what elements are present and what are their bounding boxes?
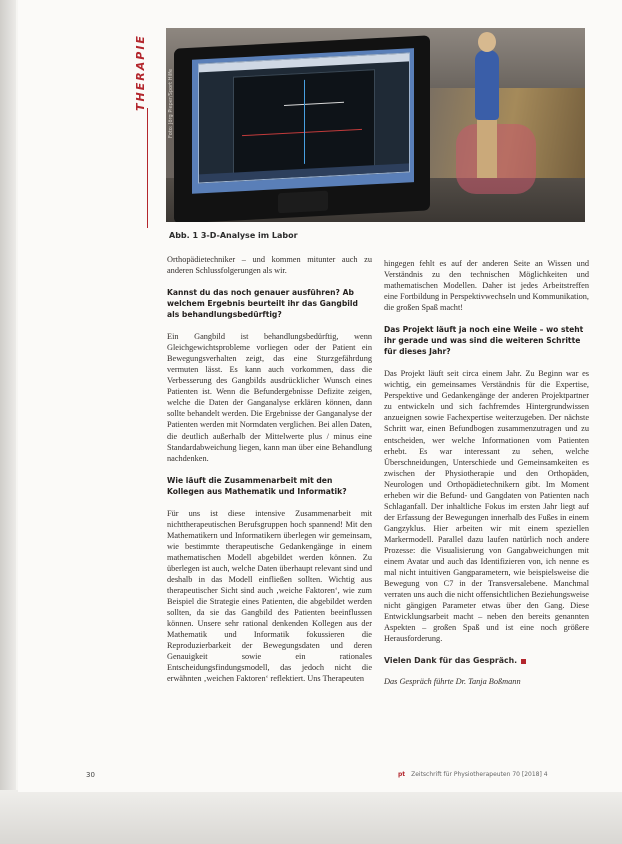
closing-thanks (384, 655, 589, 666)
left-intro-paragraph: Orthopädietechniker – und kommen mitunter auch zu anderen Schlussfolgerungen als wir. (167, 255, 372, 276)
photo-person-body (475, 50, 499, 120)
article-photo (166, 28, 585, 222)
photo-person-legs (477, 118, 497, 178)
monitor-stand (278, 191, 328, 214)
left-column (167, 254, 372, 695)
plot-blue-line (304, 80, 305, 164)
answer-2: Für uns ist diese intensive Zusammenarbeit mit nichttherapeutischen Berufsgruppen hoch spannend! Mit den Mathematikern und Informatikern überlegen wir gemeinsam, wie bestimmte therapeutische Gedankengänge in einem mathematischen Modell abgebildet werden können. Zu überlegen ist auch, welche Daten überhaupt relevant sind und deshalb in das Modell einfließen sollten. Wichtig aus therapeutischer Sicht sind auch ‚weiche Faktoren‘, wie zum Beispiel die Strategie eines Patienten, die abgebildet werden sollten, da sie das Gangbild des Patienten beeinflussen können. Unsere sehr rational denkenden Kollegen aus der Mathematik und Informatik fokussieren die Reproduzierbarkeit der Bewegungsdaten und deren Genauigkeit sowie ein rationales Entscheidungsfindungsmodell, das jedoch nicht die erwähnten ‚weichen Faktoren‘ reflektiert. Uns Therapeuten (167, 508, 372, 684)
right-column (384, 258, 589, 699)
end-mark-icon (521, 659, 526, 664)
question-2: Wie läuft die Zusammenarbeit mit den Kollegen aus Mathematik und Informatik? (167, 475, 347, 496)
photo-credit: Foto: Jörg Pieper/Sport Hilfe (168, 68, 174, 138)
section-label (133, 28, 154, 118)
scan-bottom-margin (0, 790, 622, 844)
publication-name: Zeitschrift für Physiotherapeuten (411, 771, 511, 778)
section-rule (147, 108, 148, 228)
photo-monitor (174, 35, 430, 222)
window-title-bar (199, 53, 409, 72)
monitor-screen (192, 48, 414, 194)
answer-1: Ein Gangbild ist behandlungsbedürftig, wenn Gleichgewichtsprobleme vorliegen oder der Patient ein Bewegungsverhalten zeigt, das eine Sturzgefährdung vermuten lässt. Es kann auch vorkommen, dass die Verbesserung des Gangbilds ausdrücklicher Wunsch eines Patienten ist. Wenn die Befundergebnisse Defizite zeigen, welche die Daten der Ganganalyse erklären können, dann sollte behandelt werden. Die Ergebnisse der Ganganalyse der Patienten werden mit Normdaten verglichen. Bei allen Daten, die deutlich außerhalb der Mittelwerte plus / minus eine Standardabweichung liegen, kann man über eine Behandlung nachdenken. (167, 332, 372, 463)
closing-thanks-text: Vielen Dank für das Gespräch. (384, 656, 518, 666)
photo-person-head (478, 32, 496, 52)
publication-logo: pt (398, 771, 406, 778)
scan-edge (0, 0, 16, 844)
right-intro-paragraph: hingegen fehlt es auf der anderen Seite an Wissen und Verständnis zu den technischen Möglichkeiten und mathematischen Modellen. Daher ist jedes Arbeitstreffen eine Fortbildung in Perspektivwechseln und Kommunikation, die großen Spaß macht! (384, 259, 589, 313)
answer-3: Das Projekt läuft seit circa einem Jahr. Zu Beginn war es wichtig, ein gemeinsames Verständnis für die Expertise, Perspektive und Gedankengänge der anderen Projektpartner zu entwickeln und sich fachfremdes Hintergrundwissen anzueignen sowie Fachexpertise weiterzugeben. Der nächste Schritt war, einen Befundbogen zusammenzutragen und zu entscheiden, wer welche Informationen vom Patienten erhebt. Es war interessant zu sehen, welche Überschneidungen, Unterschiede und Gemeinsamkeiten es zwischen der Physiotherapie und den Orthopäden, Neurologen und Orthopädietechnikern gibt. Im Moment erheben wir die Befund- und Gangdaten von Patienten nach Schlaganfall. Der inhaltliche Fokus im ersten Jahr liegt auf der Erfassung der Bewegungen innerhalb des Fußes in einem Gangzyklus. Hier arbeiten wir mit einem speziellen Markermodell. Parallel dazu laufen natürlich noch andere Prozesse: die Visualisierung von Gangabweichungen mit einem Avatar und auch das Identifizieren von, ich nenne es mal nicht intuitiven Gangparametern, wie beispielsweise die Bewegung von C7 in der Transversalebene. Manchmal verraten uns auch die nicht offensichtlichen Beziehungsweise nicht gängigen Parameter etwas über den Gang. Diese Entwicklungsarbeit macht – neben den bereits genannten Aspekten – großen Spaß und ist eine noch größere Herausforderung. (384, 369, 589, 644)
plot-white-line (284, 102, 344, 106)
page-number: 30 (86, 771, 95, 779)
section-label-text: THERAPIE (133, 34, 147, 111)
interviewer-credit: Das Gespräch führte Dr. Tanja Boßmann (384, 677, 521, 687)
question-1: Kannst du das noch genauer ausführen? Ab welchem Ergebnis beurteilt ihr das Gangbild als behandlungsbedürftig? (167, 288, 358, 320)
page-footer (398, 771, 548, 778)
question-3: Das Projekt läuft ja noch eine Weile – wo steht ihr gerade und was sind die weiteren Schritte für dieses Jahr? (384, 325, 584, 357)
analysis-plot (233, 69, 375, 174)
figure-caption: Abb. 1 3-D-Analyse im Labor (169, 231, 298, 240)
plot-red-line (242, 129, 362, 136)
analysis-window (198, 52, 410, 183)
issue-number: 70 [2018] 4 (512, 771, 548, 778)
